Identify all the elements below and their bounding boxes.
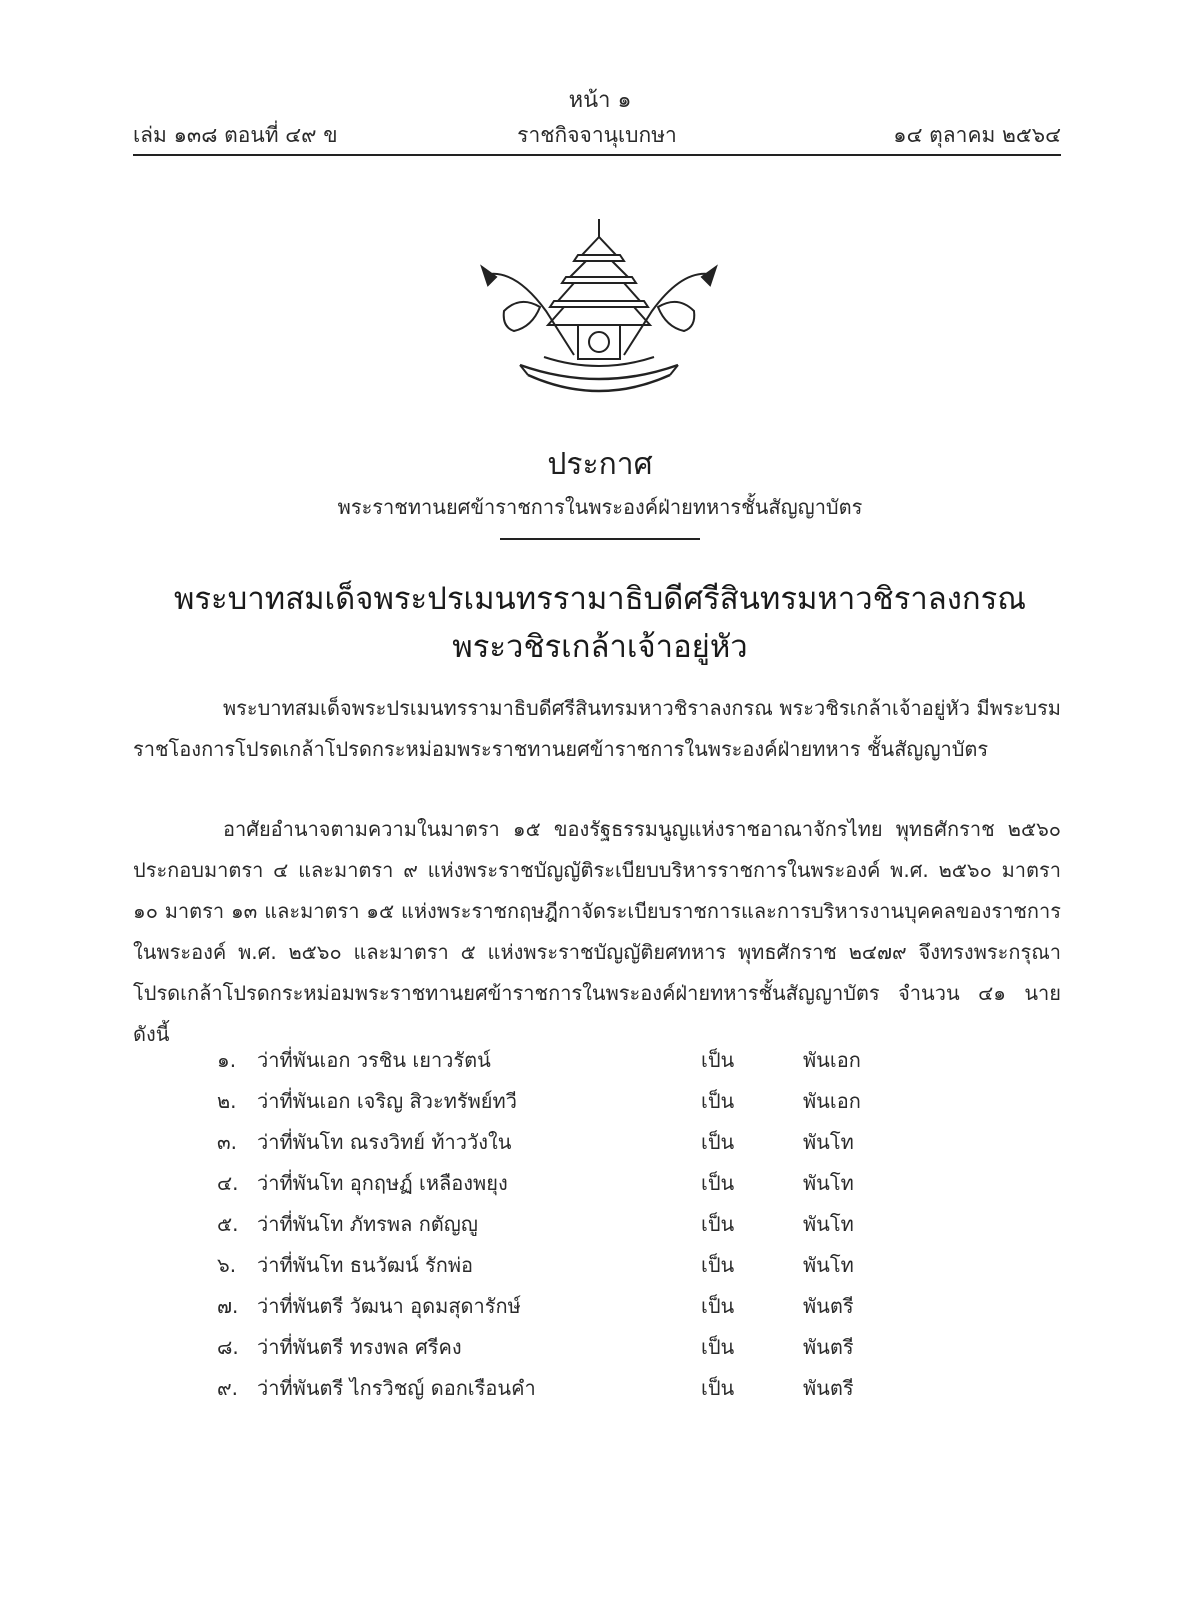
item-number: ๒. — [217, 1089, 237, 1113]
item-number: ๕. — [217, 1212, 239, 1236]
list-item — [217, 1368, 917, 1409]
item-verb: เป็น — [701, 1171, 735, 1195]
item-verb: เป็น — [701, 1048, 735, 1072]
item-verb: เป็น — [701, 1212, 735, 1236]
item-verb: เป็น — [701, 1130, 735, 1154]
list-item — [217, 1040, 917, 1081]
person-name: ว่าที่พันโท ณรงวิทย์ ท้าววังใน — [257, 1130, 512, 1154]
granted-rank: พันเอก — [803, 1089, 861, 1113]
item-number: ๔. — [217, 1171, 239, 1195]
king-title-line-2: พระวชิรเกล้าเจ้าอยู่หัว — [452, 629, 748, 665]
king-title-line-1: พระบาทสมเด็จพระปรเมนทรรามาธิบดีศรีสินทรมหาวชิราลงกรณ — [173, 581, 1027, 617]
gazette-header — [133, 118, 1061, 154]
item-verb: เป็น — [701, 1253, 735, 1277]
list-item — [217, 1286, 917, 1327]
volume-issue: เล่ม ๑๓๘ ตอนที่ ๔๙ ข — [133, 123, 338, 147]
person-name: ว่าที่พันโท ภัทรพล กตัญญู — [257, 1212, 478, 1236]
header-divider — [133, 154, 1061, 156]
granted-rank: พันโท — [803, 1212, 854, 1236]
person-name: ว่าที่พันตรี ทรงพล ศรีคง — [257, 1335, 462, 1359]
list-item — [217, 1163, 917, 1204]
list-item — [217, 1204, 917, 1245]
item-number: ๘. — [217, 1335, 239, 1359]
granted-rank: พันโท — [803, 1130, 854, 1154]
appointment-list — [217, 1040, 917, 1409]
granted-rank: พันตรี — [803, 1294, 854, 1318]
item-number: ๓. — [217, 1130, 238, 1154]
document-subject: พระราชทานยศข้าราชการในพระองค์ฝ่ายทหารชั้นสัญญาบัตร — [337, 495, 863, 519]
subject-divider — [500, 538, 700, 540]
paragraph-1: พระบาทสมเด็จพระปรเมนทรรามาธิบดีศรีสินทรมหาวชิราลงกรณ พระวชิรเกล้าเจ้าอยู่หัว มีพระบรมราชโองการโปรดเกล้าโปรดกระหม่อมพระราชทานยศข้าราชการในพระองค์ฝ่ายทหาร ชั้นสัญญาบัตร — [133, 696, 1061, 761]
person-name: ว่าที่พันตรี ไกรวิชญ์ ดอกเรือนคำ — [257, 1376, 536, 1400]
paragraph-2: อาศัยอำนาจตามความในมาตรา ๑๕ ของรัฐธรรมนูญแห่งราชอาณาจักรไทย พุทธศักราช ๒๕๖๐ ประกอบมาตรา ๔ และมาตรา ๙ แห่งพระราชบัญญัติระเบียบบริหารราชการในพระองค์ พ.ศ. ๒๕๖๐ มาตรา ๑๐ มาตรา ๑๓ และมาตรา ๑๕ แห่งพระราชกฤษฎีกาจัดระเบียบราชการและการบริหารงานบุคคลของราชการในพระองค์ พ.ศ. ๒๕๖๐ และมาตรา ๕ แห่งพระราชบัญญัติยศทหาร พุทธศักราช ๒๔๗๙ จึงทรงพระกรุณาโปรดเกล้าโปรดกระหม่อมพระราชทานยศข้าราชการในพระองค์ฝ่ายทหารชั้นสัญญาบัตร จำนวน ๔๑ นาย ดังนี้ — [133, 817, 1061, 1046]
granted-rank: พันเอก — [803, 1048, 861, 1072]
item-number: ๖. — [217, 1253, 237, 1277]
document-type: ประกาศ — [547, 447, 653, 482]
item-verb: เป็น — [701, 1089, 735, 1113]
royal-seal-icon — [474, 215, 724, 410]
list-item — [217, 1081, 917, 1122]
king-title — [0, 575, 1200, 671]
person-name: ว่าที่พันเอก วรชิน เยาวรัตน์ — [257, 1048, 491, 1072]
list-item — [217, 1327, 917, 1368]
item-number: ๑. — [217, 1048, 237, 1072]
granted-rank: พันตรี — [803, 1376, 854, 1400]
page-number: หน้า ๑ — [568, 88, 632, 113]
granted-rank: พันโท — [803, 1171, 854, 1195]
person-name: ว่าที่พันโท อุกฤษฏ์ เหลืองพยุง — [257, 1171, 508, 1195]
person-name: ว่าที่พันตรี วัฒนา อุดมสุดารักษ์ — [257, 1294, 521, 1318]
item-verb: เป็น — [701, 1376, 735, 1400]
granted-rank: พันโท — [803, 1253, 854, 1277]
gazette-name: ราชกิจจานุเบกษา — [517, 123, 677, 147]
list-item — [217, 1122, 917, 1163]
publication-date: ๑๔ ตุลาคม ๒๕๖๔ — [893, 123, 1061, 147]
item-verb: เป็น — [701, 1294, 735, 1318]
item-number: ๙. — [217, 1376, 239, 1400]
list-item — [217, 1245, 917, 1286]
granted-rank: พันตรี — [803, 1335, 854, 1359]
person-name: ว่าที่พันเอก เจริญ สิวะทรัพย์ทวี — [257, 1089, 517, 1113]
item-verb: เป็น — [701, 1335, 735, 1359]
person-name: ว่าที่พันโท ธนวัฒน์ รักพ่อ — [257, 1253, 474, 1277]
item-number: ๗. — [217, 1294, 239, 1318]
